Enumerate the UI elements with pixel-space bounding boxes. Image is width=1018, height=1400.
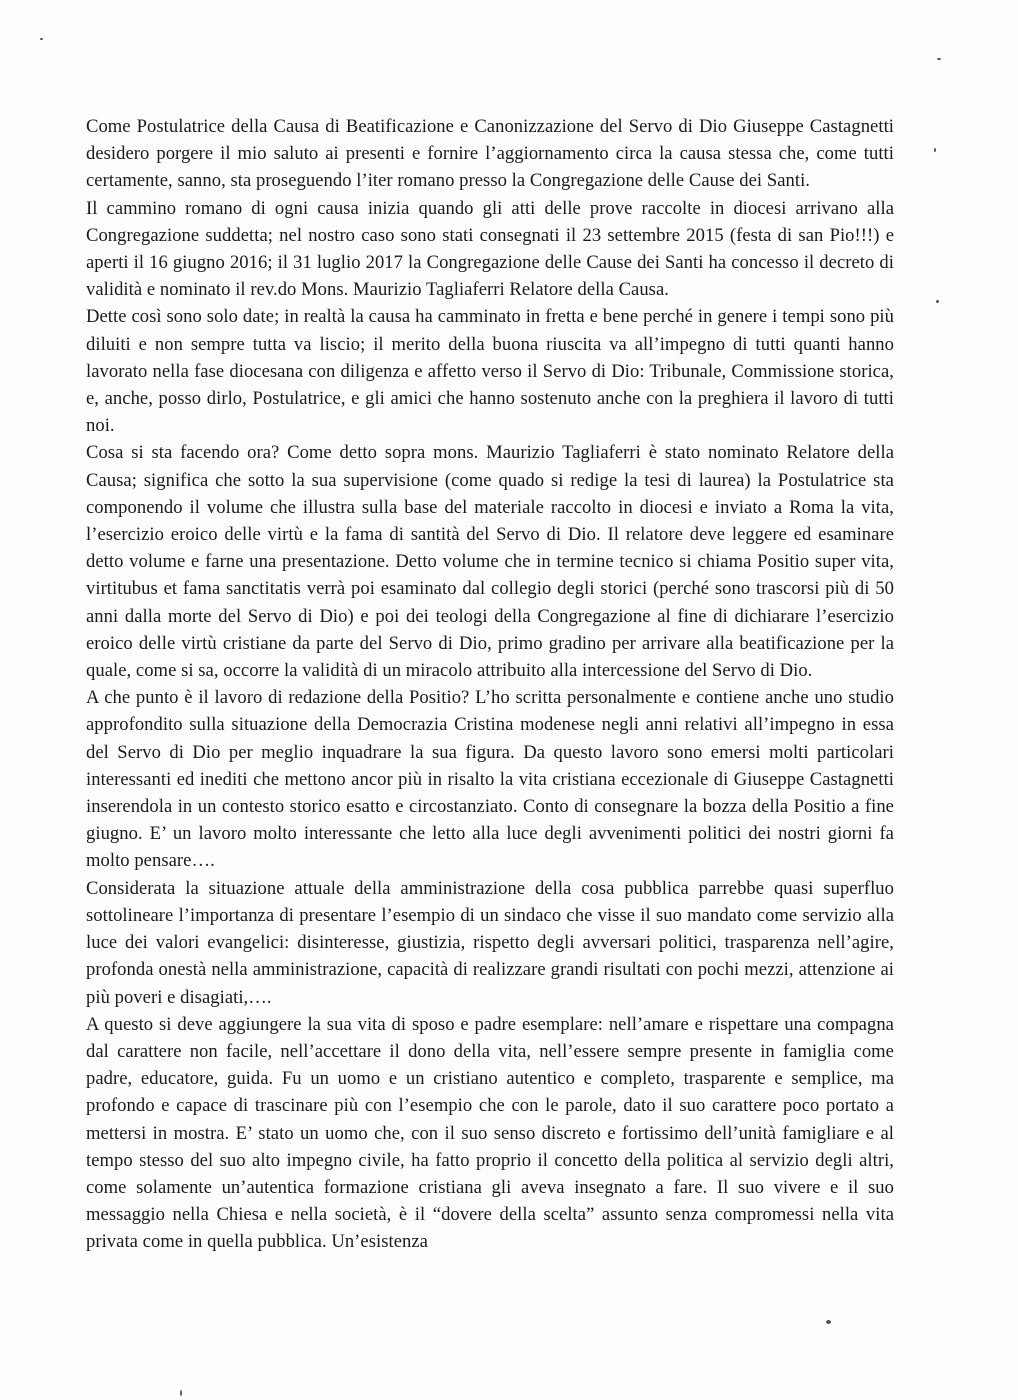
scan-speck <box>826 1320 831 1324</box>
scan-speck <box>40 38 43 40</box>
paragraph-dates: Dette così sono solo date; in realtà la causa ha camminato in fretta e bene perché in genere i tempi sono più diluiti e non sempre tutta va liscio; il merito della buona riuscita va all’impegno di tutti quanti hanno lavorato nella fase diocesana con diligenza e affetto verso il Servo di Dio: Tribunale, Commissione storica, e, anche, posso dirlo, Postulatrice, e gli amici che hanno sostenuto anche con la preghiera il lavoro di tutti noi. <box>86 306 894 437</box>
scan-speck <box>934 148 936 152</box>
paragraph-intro: Come Postulatrice della Causa di Beatificazione e Canonizzazione del Servo di Dio Giuseppe Castagnetti desidero porgere il mio saluto ai presenti e fornire l’aggiornamento circa la causa stessa che, come tutti certamente, sanno, sta proseguendo l’iter romano presso la Congregazione delle Cause dei Santi. <box>86 116 894 192</box>
paragraph-family-life: A questo si deve aggiungere la sua vita di sposo e padre esemplare: nell’amare e rispettare una compagna dal carattere non facile, nell’accettare il dono della vita, nell’essere sempre presente in famiglia come padre, educatore, guida. Fu un uomo e un cristiano autentico e completo, trasparente e semplice, ma profondo e capace di trascinare più con l’esempio che con le parole, dato il suo carattere poco portato a mettersi in mostra. E’ stato un uomo che, con il suo senso discreto e fortissimo dell’unità famigliare e al tempo stesso del suo alto impegno civile, ha fatto proprio il concetto della politica al servizio degli altri, come solamente un’autentica formazione cristiana gli aveva insegnato a fare. Il suo vivere e il suo messaggio nella Chiesa e nella società, è il “dovere della scelta” assunto senza compromessi nella vita privata come in quella pubblica. Un’esistenza <box>86 1013 894 1253</box>
paragraph-positio-status: A che punto è il lavoro di redazione della Positio? L’ho scritta personalmente e contiene anche uno studio approfondito sulla situazione della Democrazia Cristina modenese negli anni relativi all’impegno in essa del Servo di Dio per meglio inquadrare la sua figura. Da questo lavoro sono emersi molti particolari interessanti ed inediti che mettono ancor più in risalto la vita cristiana eccezionale di Giuseppe Castagnetti inserendola in un contesto storico esatto e circostanziato. Conto di consegnare la bozza della Positio a fine giugno. E’ un lavoro molto interessante che letto alla luce degli avvenimenti politici dei nostri giorni fa molto pensare…. <box>86 687 894 872</box>
scan-speck <box>937 58 941 60</box>
scan-speck <box>936 300 939 303</box>
paragraph-roman-path: Il cammino romano di ogni causa inizia quando gli atti delle prove raccolte in diocesi arrivano alla Congregazione suddetta; nel nostro caso sono stati consegnati il 23 settembre 2015 (festa di san Pio!!!) e aperti il 16 giugno 2016; il 31 luglio 2017 la Congregazione delle Cause dei Santi ha concesso il decreto di validità e nominato il rev.do Mons. Maurizio Tagliaferri Relatore della Causa. <box>86 197 894 301</box>
scan-speck <box>180 1390 182 1396</box>
letter-body <box>86 113 894 1256</box>
paragraph-public-administration: Considerata la situazione attuale della amministrazione della cosa pubblica parrebbe quasi superfluo sottolineare l’importanza di presentare l’esempio di un sindaco che visse il suo mandato come servizio alla luce dei valori evangelici: disinteresse, giustizia, rispetto degli avversari politici, trasparenza nell’agire, profonda onestà nella amministrazione, capacità di realizzare grandi risultati con pochi mezzi, attenzione ai più poveri e disagiati,…. <box>86 877 894 1008</box>
paragraph-current-work: Cosa si sta facendo ora? Come detto sopra mons. Maurizio Tagliaferri è stato nominato Relatore della Causa; significa che sotto la sua supervisione (come quado si redige la tesi di laurea) la Postulatrice sta componendo il volume che illustra sulla base del materiale raccolto in diocesi e inviato a Roma la vita, l’esercizio eroico delle virtù e la fama di santità del Servo di Dio. Il relatore deve leggere ed esaminare detto volume e farne una presentazione. Detto volume che in termine tecnico si chiama Positio super vita, virtitubus et fama sanctitatis verrà poi esaminato dal collegio degli storici (perché sono trascorsi più di 50 anni dalla morte del Servo di Dio) e poi dei teologi della Congregazione al fine di dichiarare l’esercizio eroico delle virtù cristiane da parte del Servo di Dio, primo gradino per arrivare alla beatificazione per la quale, come si sa, occorre la validità di un miracolo attribuito alla intercessione del Servo di Dio. <box>86 442 894 682</box>
